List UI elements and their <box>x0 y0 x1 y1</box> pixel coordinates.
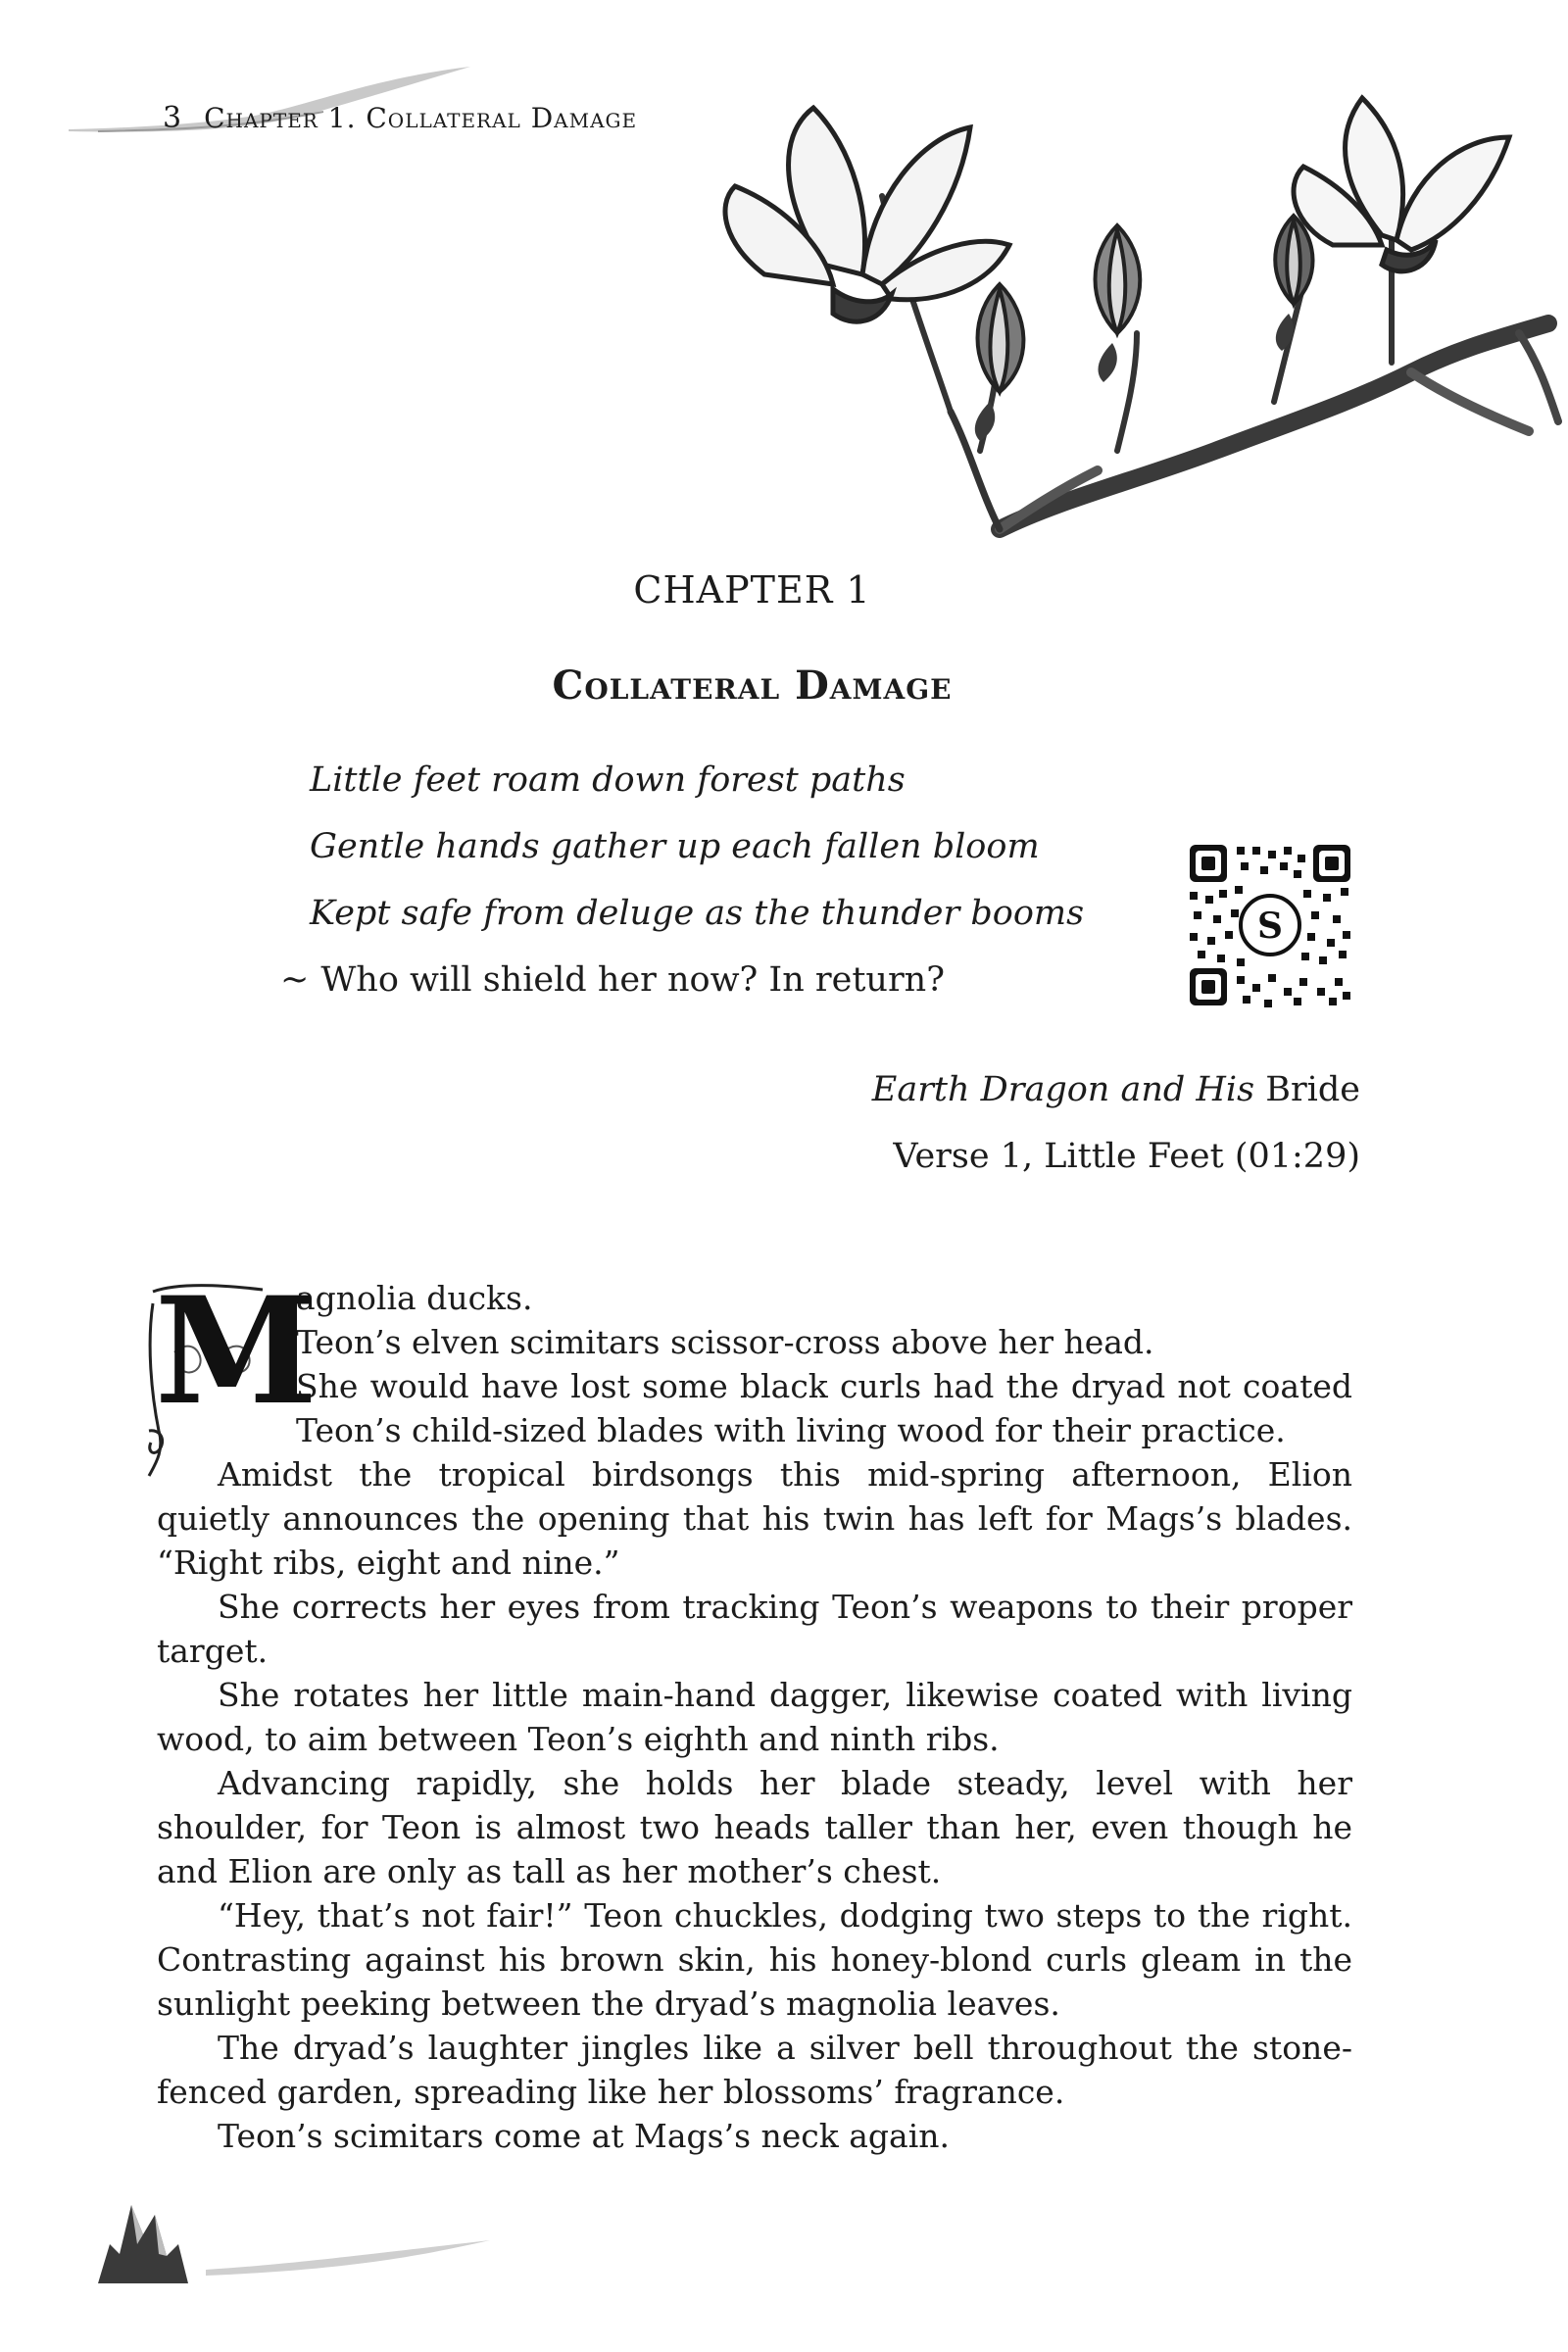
qr-code[interactable] <box>1186 841 1354 1009</box>
running-head <box>163 101 637 135</box>
magnolia-branch-illustration <box>706 78 1568 539</box>
page-number: 3 <box>163 101 183 135</box>
qr-center-letter: S <box>1257 906 1283 947</box>
body-paragraph: Teon’s elven scimitars scissor-cross above her head. <box>296 1323 1154 1361</box>
body-paragraph: Amidst the tropical birdsongs this mid-spring afternoon, Elion quietly announces the opening that his twin has left for Mags’s blades. “Right ribs, eight and nine.” <box>157 1455 1352 1582</box>
chapter-label: CHAPTER 1 <box>633 568 871 612</box>
epigraph-question: Who will shield her now? In return? <box>320 960 945 1000</box>
body-paragraph: She would have lost some black curls had the dryad not coated Teon’s child-sized blades with living wood for their practice. <box>296 1367 1352 1449</box>
body-paragraph: She rotates her little main-hand dagger, likewise coated with living wood, to aim between Teon’s eighth and ninth ribs. <box>157 1676 1352 1758</box>
epigraph-line: Kept safe from deluge as the thunder booms <box>310 894 1085 933</box>
running-head-chapter: Chapter 1. Collateral Damage <box>204 102 638 134</box>
body-paragraph: Teon’s scimitars come at Mags’s neck again. <box>218 2117 951 2155</box>
epigraph-last-line <box>280 960 945 1000</box>
epigraph-line: Gentle hands gather up each fallen bloom <box>310 827 1040 866</box>
drop-cap <box>145 1265 318 1438</box>
chapter-title: Collateral Damage <box>552 662 953 709</box>
body-paragraph: agnolia ducks. <box>296 1279 533 1317</box>
epigraph-attribution-verse: Verse 1, Little Feet (01:29) <box>893 1137 1360 1176</box>
attribution-italic: Earth Dragon and His <box>871 1070 1255 1109</box>
epigraph-line: Little feet roam down forest paths <box>310 760 906 800</box>
body-paragraph: She corrects her eyes from tracking Teon’s weapons to their proper target. <box>157 1588 1352 1670</box>
body-paragraph: Advancing rapidly, she holds her blade steady, level with her shoulder, for Teon is almost two heads taller than her, even though he and Elion are only as tall as her mother’s chest. <box>157 1764 1352 1890</box>
body-text <box>155 1265 1352 2158</box>
epigraph-attribution <box>872 1070 1360 1109</box>
epigraph-tilde: ~ <box>280 960 310 1000</box>
attribution-plain: Bride <box>1265 1070 1360 1109</box>
body-paragraph: The dryad’s laughter jingles like a silver bell throughout the stone-fenced garden, spreading like her blossoms’ fragrance. <box>157 2029 1352 2111</box>
footer-mountain-ornament <box>98 2185 510 2293</box>
drop-cap-letter: M <box>155 1265 318 1438</box>
body-paragraph: “Hey, that’s not fair!” Teon chuckles, dodging two steps to the right. Contrasting against his brown skin, his honey-blond curls gleam in the sunlight peeking between the dryad’s magnolia leaves. <box>157 1896 1352 2023</box>
